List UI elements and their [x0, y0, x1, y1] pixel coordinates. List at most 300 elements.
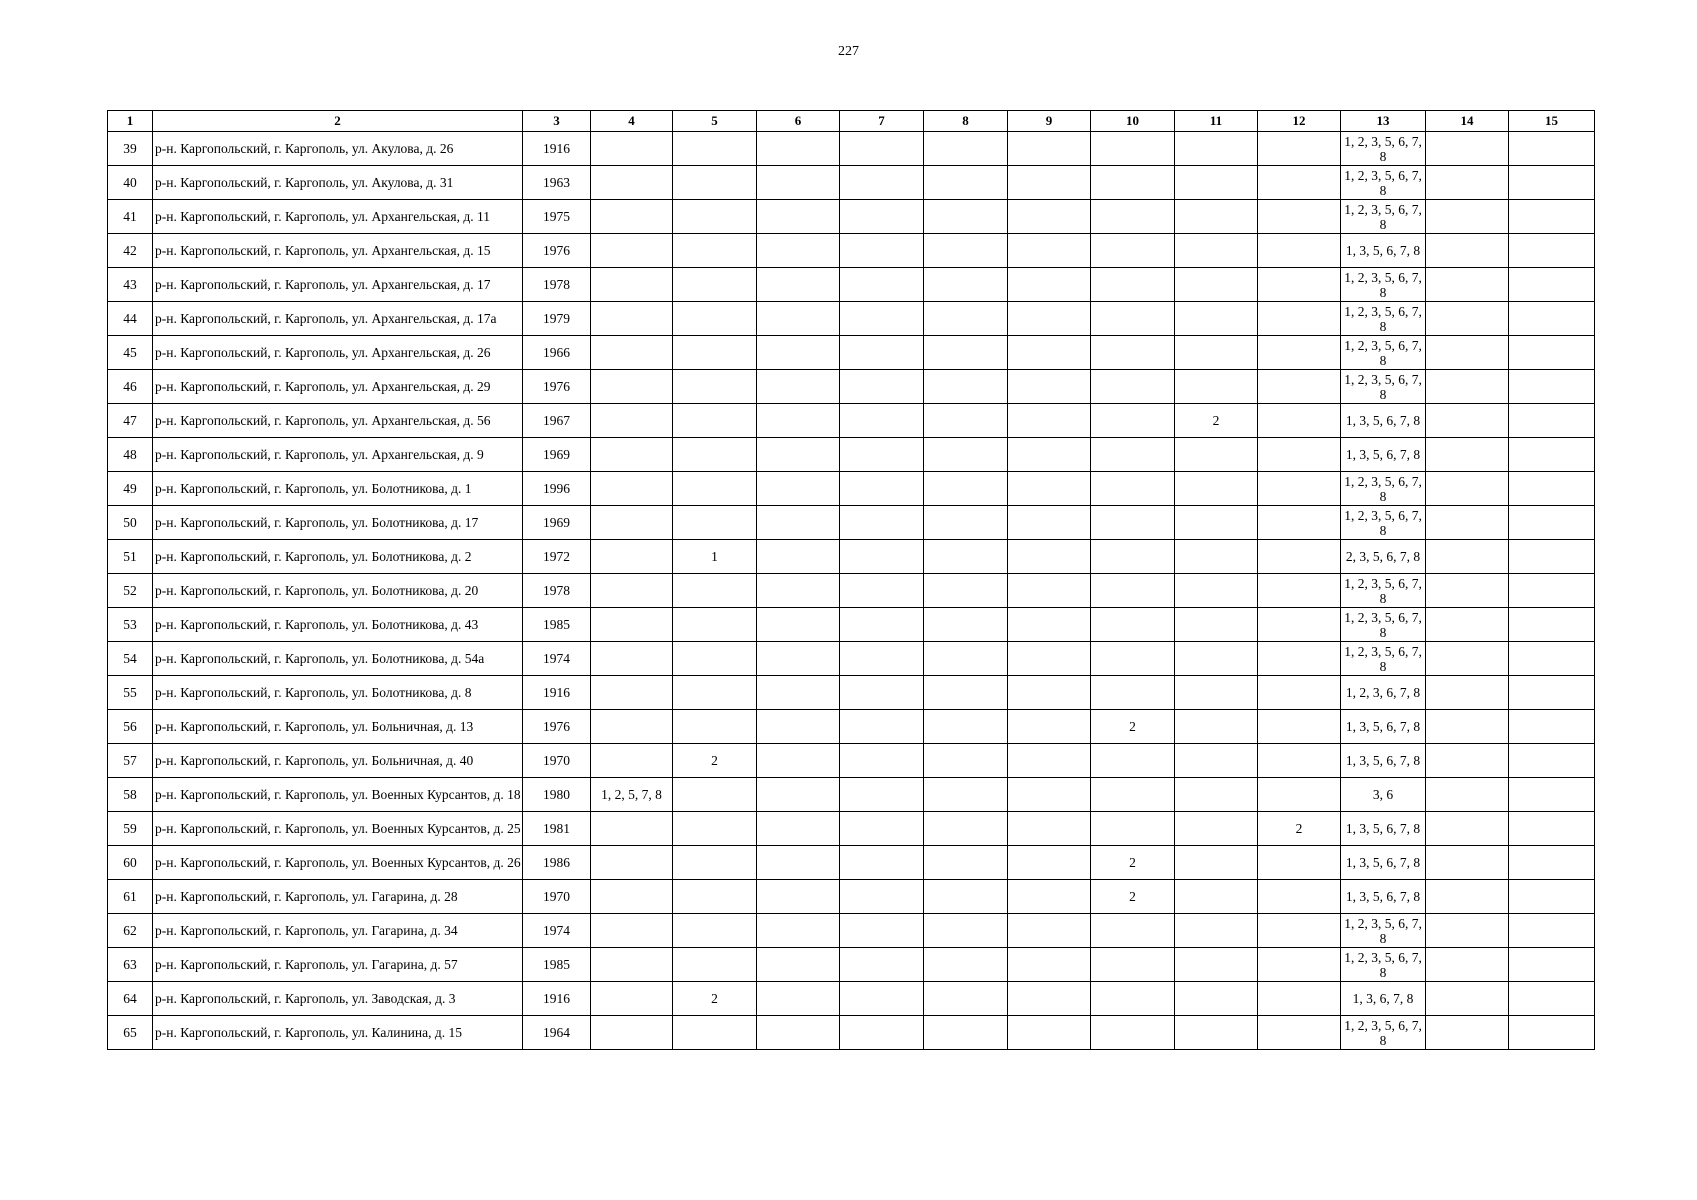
table-cell-col-5	[673, 846, 757, 880]
table-cell-col-1: 43	[108, 268, 153, 302]
table-cell-col-9	[1008, 234, 1091, 268]
table-cell-col-14	[1426, 336, 1509, 370]
table-cell-col-11	[1175, 132, 1258, 166]
table-cell-col-1: 41	[108, 200, 153, 234]
table-cell-col-13: 1, 3, 5, 6, 7, 8	[1341, 234, 1426, 268]
table-cell-col-15	[1509, 914, 1595, 948]
table-cell-col-14	[1426, 778, 1509, 812]
table-cell-col-13: 1, 2, 3, 5, 6, 7, 8	[1341, 914, 1426, 948]
table-cell-col-15	[1509, 812, 1595, 846]
table-cell-col-2: р-н. Каргопольский, г. Каргополь, ул. Гагарина, д. 28	[153, 880, 523, 914]
table-cell-col-13: 1, 2, 3, 5, 6, 7, 8	[1341, 1016, 1426, 1050]
table-cell-col-4	[591, 132, 673, 166]
table-cell-col-15	[1509, 234, 1595, 268]
table-cell-col-2: р-н. Каргопольский, г. Каргополь, ул. Заводская, д. 3	[153, 982, 523, 1016]
table-cell-col-14	[1426, 676, 1509, 710]
table-cell-col-1: 65	[108, 1016, 153, 1050]
table-cell-col-8	[924, 608, 1008, 642]
table-cell-col-1: 39	[108, 132, 153, 166]
table-cell-col-3: 1981	[523, 812, 591, 846]
table-cell-col-8	[924, 200, 1008, 234]
table-cell-col-10: 2	[1091, 846, 1175, 880]
table-cell-col-2: р-н. Каргопольский, г. Каргополь, ул. Архангельская, д. 9	[153, 438, 523, 472]
table-cell-col-13: 1, 3, 5, 6, 7, 8	[1341, 438, 1426, 472]
table-cell-col-9	[1008, 642, 1091, 676]
table-row	[108, 404, 1595, 438]
table-cell-col-7	[840, 744, 924, 778]
table-cell-col-10	[1091, 642, 1175, 676]
table-cell-col-7	[840, 200, 924, 234]
table-cell-col-12	[1258, 438, 1341, 472]
table-cell-col-3: 1976	[523, 234, 591, 268]
table-cell-col-2: р-н. Каргопольский, г. Каргополь, ул. Военных Курсантов, д. 26	[153, 846, 523, 880]
table-cell-col-4	[591, 540, 673, 574]
table-cell-col-11	[1175, 812, 1258, 846]
table-cell-col-15	[1509, 540, 1595, 574]
table-cell-col-2: р-н. Каргопольский, г. Каргополь, ул. Больничная, д. 40	[153, 744, 523, 778]
table-cell-col-4	[591, 880, 673, 914]
table-cell-col-14	[1426, 166, 1509, 200]
table-cell-col-3: 1963	[523, 166, 591, 200]
table-cell-col-8	[924, 370, 1008, 404]
table-cell-col-5	[673, 1016, 757, 1050]
table-cell-col-14	[1426, 404, 1509, 438]
table-cell-col-13: 1, 2, 3, 5, 6, 7, 8	[1341, 336, 1426, 370]
table-cell-col-3: 1964	[523, 1016, 591, 1050]
table-cell-col-14	[1426, 540, 1509, 574]
table-row	[108, 200, 1595, 234]
table-cell-col-4	[591, 744, 673, 778]
table-cell-col-9	[1008, 744, 1091, 778]
table-cell-col-6	[757, 234, 840, 268]
table-cell-col-10	[1091, 778, 1175, 812]
table-cell-col-15	[1509, 506, 1595, 540]
table-cell-col-10	[1091, 676, 1175, 710]
table-cell-col-9	[1008, 370, 1091, 404]
table-cell-col-2: р-н. Каргопольский, г. Каргополь, ул. Архангельская, д. 17а	[153, 302, 523, 336]
table-cell-col-10	[1091, 132, 1175, 166]
table-cell-col-13: 1, 2, 3, 5, 6, 7, 8	[1341, 506, 1426, 540]
table-cell-col-5	[673, 880, 757, 914]
table-cell-col-14	[1426, 710, 1509, 744]
table-cell-col-8	[924, 506, 1008, 540]
table-cell-col-10	[1091, 812, 1175, 846]
table-cell-col-14	[1426, 880, 1509, 914]
table-cell-col-12	[1258, 200, 1341, 234]
table-cell-col-4	[591, 200, 673, 234]
table-cell-col-11	[1175, 370, 1258, 404]
table-cell-col-4	[591, 574, 673, 608]
table-row	[108, 336, 1595, 370]
table-cell-col-6	[757, 778, 840, 812]
table-cell-col-12	[1258, 404, 1341, 438]
table-cell-col-15	[1509, 336, 1595, 370]
table-cell-col-3: 1978	[523, 268, 591, 302]
table-cell-col-11	[1175, 302, 1258, 336]
table-row	[108, 642, 1595, 676]
table-cell-col-3: 1970	[523, 880, 591, 914]
table-cell-col-11	[1175, 506, 1258, 540]
table-cell-col-8	[924, 676, 1008, 710]
table-cell-col-10	[1091, 914, 1175, 948]
table-cell-col-3: 1966	[523, 336, 591, 370]
table-cell-col-4	[591, 608, 673, 642]
table-cell-col-6	[757, 540, 840, 574]
table-cell-col-13: 1, 3, 5, 6, 7, 8	[1341, 710, 1426, 744]
table-row	[108, 710, 1595, 744]
table-cell-col-9	[1008, 914, 1091, 948]
table-cell-col-11	[1175, 710, 1258, 744]
table-cell-col-6	[757, 132, 840, 166]
table-cell-col-4	[591, 472, 673, 506]
table-cell-col-7	[840, 982, 924, 1016]
table-cell-col-3: 1967	[523, 404, 591, 438]
table-cell-col-15	[1509, 200, 1595, 234]
table-cell-col-5	[673, 676, 757, 710]
table-cell-col-5	[673, 370, 757, 404]
table-cell-col-8	[924, 166, 1008, 200]
table-cell-col-2: р-н. Каргопольский, г. Каргополь, ул. Архангельская, д. 56	[153, 404, 523, 438]
table-cell-col-11	[1175, 472, 1258, 506]
table-cell-col-15	[1509, 778, 1595, 812]
table-cell-col-10	[1091, 506, 1175, 540]
table-cell-col-5: 2	[673, 744, 757, 778]
table-cell-col-9	[1008, 676, 1091, 710]
table-cell-col-13: 1, 2, 3, 5, 6, 7, 8	[1341, 642, 1426, 676]
column-header-7: 7	[840, 111, 924, 132]
table-cell-col-10: 2	[1091, 880, 1175, 914]
table-cell-col-7	[840, 812, 924, 846]
page-number: 227	[838, 44, 859, 59]
table-cell-col-12	[1258, 880, 1341, 914]
table-cell-col-15	[1509, 948, 1595, 982]
table-row	[108, 268, 1595, 302]
table-row	[108, 778, 1595, 812]
table-cell-col-5	[673, 812, 757, 846]
table-cell-col-10	[1091, 370, 1175, 404]
table-cell-col-8	[924, 846, 1008, 880]
table-cell-col-14	[1426, 744, 1509, 778]
table-cell-col-13: 2, 3, 5, 6, 7, 8	[1341, 540, 1426, 574]
table-row	[108, 846, 1595, 880]
table-cell-col-12	[1258, 234, 1341, 268]
table-cell-col-6	[757, 846, 840, 880]
table-cell-col-2: р-н. Каргопольский, г. Каргополь, ул. Болотникова, д. 2	[153, 540, 523, 574]
table-cell-col-15	[1509, 642, 1595, 676]
table-cell-col-15	[1509, 370, 1595, 404]
table-cell-col-9	[1008, 948, 1091, 982]
table-row	[108, 438, 1595, 472]
table-cell-col-5	[673, 438, 757, 472]
column-header-6: 6	[757, 111, 840, 132]
table-cell-col-7	[840, 676, 924, 710]
table-cell-col-5	[673, 914, 757, 948]
table-cell-col-15	[1509, 438, 1595, 472]
table-cell-col-2: р-н. Каргопольский, г. Каргополь, ул. Архангельская, д. 17	[153, 268, 523, 302]
table-cell-col-4	[591, 710, 673, 744]
table-cell-col-12	[1258, 744, 1341, 778]
table-cell-col-12	[1258, 948, 1341, 982]
table-cell-col-14	[1426, 268, 1509, 302]
table-cell-col-9	[1008, 404, 1091, 438]
table-cell-col-6	[757, 710, 840, 744]
table-cell-col-12	[1258, 336, 1341, 370]
table-cell-col-4	[591, 234, 673, 268]
table-cell-col-2: р-н. Каргопольский, г. Каргополь, ул. Болотникова, д. 1	[153, 472, 523, 506]
table-cell-col-5	[673, 710, 757, 744]
table-cell-col-13: 1, 2, 3, 5, 6, 7, 8	[1341, 302, 1426, 336]
table-cell-col-11	[1175, 880, 1258, 914]
table-cell-col-7	[840, 302, 924, 336]
table-cell-col-1: 59	[108, 812, 153, 846]
table-cell-col-11	[1175, 676, 1258, 710]
table-cell-col-15	[1509, 608, 1595, 642]
table-row	[108, 812, 1595, 846]
table-cell-col-15	[1509, 574, 1595, 608]
table-cell-col-13: 1, 3, 5, 6, 7, 8	[1341, 880, 1426, 914]
table-cell-col-14	[1426, 1016, 1509, 1050]
table-cell-col-14	[1426, 438, 1509, 472]
table-cell-col-7	[840, 642, 924, 676]
table-row	[108, 302, 1595, 336]
table-cell-col-7	[840, 472, 924, 506]
housing-registry-table	[107, 110, 1595, 1050]
table-cell-col-10	[1091, 404, 1175, 438]
table-cell-col-13: 1, 2, 3, 5, 6, 7, 8	[1341, 200, 1426, 234]
table-cell-col-15	[1509, 846, 1595, 880]
table-cell-col-7	[840, 404, 924, 438]
table-row	[108, 1016, 1595, 1050]
table-cell-col-6	[757, 812, 840, 846]
table-cell-col-8	[924, 336, 1008, 370]
table-cell-col-4	[591, 506, 673, 540]
column-header-14: 14	[1426, 111, 1509, 132]
table-cell-col-1: 58	[108, 778, 153, 812]
table-cell-col-5	[673, 574, 757, 608]
table-cell-col-4	[591, 812, 673, 846]
table-cell-col-12: 2	[1258, 812, 1341, 846]
table-cell-col-1: 44	[108, 302, 153, 336]
table-cell-col-15	[1509, 302, 1595, 336]
table-cell-col-5	[673, 166, 757, 200]
table-cell-col-3: 1970	[523, 744, 591, 778]
table-cell-col-4	[591, 676, 673, 710]
table-cell-col-5: 1	[673, 540, 757, 574]
table-cell-col-14	[1426, 506, 1509, 540]
table-cell-col-9	[1008, 438, 1091, 472]
table-cell-col-1: 60	[108, 846, 153, 880]
table-cell-col-3: 1916	[523, 982, 591, 1016]
table-cell-col-2: р-н. Каргопольский, г. Каргополь, ул. Болотникова, д. 20	[153, 574, 523, 608]
table-cell-col-13: 1, 2, 3, 6, 7, 8	[1341, 676, 1426, 710]
table-cell-col-4	[591, 642, 673, 676]
table-cell-col-8	[924, 438, 1008, 472]
table-cell-col-7	[840, 880, 924, 914]
table-cell-col-2: р-н. Каргопольский, г. Каргополь, ул. Болотникова, д. 17	[153, 506, 523, 540]
table-cell-col-14	[1426, 948, 1509, 982]
table-cell-col-6	[757, 608, 840, 642]
table-cell-col-12	[1258, 132, 1341, 166]
column-header-8: 8	[924, 111, 1008, 132]
table-cell-col-1: 53	[108, 608, 153, 642]
table-cell-col-11	[1175, 608, 1258, 642]
table-cell-col-7	[840, 948, 924, 982]
table-cell-col-12	[1258, 472, 1341, 506]
table-row	[108, 132, 1595, 166]
table-cell-col-4	[591, 336, 673, 370]
table-cell-col-7	[840, 1016, 924, 1050]
table-cell-col-10	[1091, 982, 1175, 1016]
table-cell-col-2: р-н. Каргопольский, г. Каргополь, ул. Архангельская, д. 26	[153, 336, 523, 370]
table-cell-col-9	[1008, 812, 1091, 846]
table-cell-col-12	[1258, 540, 1341, 574]
table-cell-col-2: р-н. Каргопольский, г. Каргополь, ул. Гагарина, д. 34	[153, 914, 523, 948]
table-cell-col-12	[1258, 846, 1341, 880]
table-cell-col-1: 57	[108, 744, 153, 778]
table-cell-col-8	[924, 132, 1008, 166]
table-cell-col-10	[1091, 336, 1175, 370]
table-cell-col-7	[840, 268, 924, 302]
table-cell-col-8	[924, 778, 1008, 812]
table-cell-col-14	[1426, 812, 1509, 846]
table-cell-col-5	[673, 268, 757, 302]
table-cell-col-1: 54	[108, 642, 153, 676]
table-row	[108, 744, 1595, 778]
table-cell-col-6	[757, 574, 840, 608]
table-cell-col-4: 1, 2, 5, 7, 8	[591, 778, 673, 812]
table-cell-col-13: 1, 3, 6, 7, 8	[1341, 982, 1426, 1016]
table-row	[108, 540, 1595, 574]
table-cell-col-7	[840, 234, 924, 268]
table-row	[108, 166, 1595, 200]
table-cell-col-5	[673, 336, 757, 370]
table-cell-col-8	[924, 574, 1008, 608]
table-cell-col-7	[840, 914, 924, 948]
table-cell-col-6	[757, 302, 840, 336]
table-cell-col-10	[1091, 234, 1175, 268]
table-cell-col-13: 1, 2, 3, 5, 6, 7, 8	[1341, 574, 1426, 608]
table-cell-col-8	[924, 880, 1008, 914]
table-cell-col-7	[840, 608, 924, 642]
table-cell-col-1: 56	[108, 710, 153, 744]
table-row	[108, 880, 1595, 914]
table-cell-col-2: р-н. Каргопольский, г. Каргополь, ул. Акулова, д. 31	[153, 166, 523, 200]
table-cell-col-14	[1426, 914, 1509, 948]
table-cell-col-6	[757, 676, 840, 710]
table-cell-col-8	[924, 472, 1008, 506]
table-cell-col-5	[673, 472, 757, 506]
table-cell-col-8	[924, 982, 1008, 1016]
column-header-4: 4	[591, 111, 673, 132]
table-cell-col-7	[840, 370, 924, 404]
table-row	[108, 914, 1595, 948]
table-cell-col-6	[757, 336, 840, 370]
table-cell-col-9	[1008, 982, 1091, 1016]
table-cell-col-12	[1258, 166, 1341, 200]
table-cell-col-13: 3, 6	[1341, 778, 1426, 812]
table-cell-col-1: 63	[108, 948, 153, 982]
table-cell-col-6	[757, 506, 840, 540]
table-cell-col-5	[673, 404, 757, 438]
table-cell-col-2: р-н. Каргопольский, г. Каргополь, ул. Архангельская, д. 29	[153, 370, 523, 404]
table-cell-col-4	[591, 268, 673, 302]
table-cell-col-5	[673, 778, 757, 812]
table-cell-col-15	[1509, 710, 1595, 744]
table-cell-col-2: р-н. Каргопольский, г. Каргополь, ул. Архангельская, д. 11	[153, 200, 523, 234]
table-cell-col-11	[1175, 1016, 1258, 1050]
table-cell-col-3: 1986	[523, 846, 591, 880]
column-header-1: 1	[108, 111, 153, 132]
table-cell-col-12	[1258, 1016, 1341, 1050]
table-cell-col-10	[1091, 472, 1175, 506]
table-cell-col-2: р-н. Каргопольский, г. Каргополь, ул. Болотникова, д. 8	[153, 676, 523, 710]
table-cell-col-12	[1258, 914, 1341, 948]
table-cell-col-13: 1, 2, 3, 5, 6, 7, 8	[1341, 166, 1426, 200]
table-cell-col-12	[1258, 710, 1341, 744]
table-cell-col-3: 1975	[523, 200, 591, 234]
table-cell-col-10	[1091, 744, 1175, 778]
table-cell-col-6	[757, 744, 840, 778]
table-cell-col-5	[673, 506, 757, 540]
table-cell-col-6	[757, 438, 840, 472]
table-cell-col-11	[1175, 574, 1258, 608]
table-cell-col-8	[924, 540, 1008, 574]
table-cell-col-3: 1972	[523, 540, 591, 574]
table-cell-col-9	[1008, 1016, 1091, 1050]
table-cell-col-2: р-н. Каргопольский, г. Каргополь, ул. Военных Курсантов, д. 25	[153, 812, 523, 846]
table-cell-col-5	[673, 642, 757, 676]
table-cell-col-1: 55	[108, 676, 153, 710]
table-row	[108, 608, 1595, 642]
table-header-row	[108, 111, 1595, 132]
column-header-10: 10	[1091, 111, 1175, 132]
table-row	[108, 676, 1595, 710]
table-cell-col-1: 40	[108, 166, 153, 200]
table-cell-col-3: 1976	[523, 710, 591, 744]
table-cell-col-6	[757, 642, 840, 676]
table-cell-col-14	[1426, 132, 1509, 166]
table-cell-col-7	[840, 506, 924, 540]
table-cell-col-6	[757, 370, 840, 404]
table-cell-col-15	[1509, 1016, 1595, 1050]
table-cell-col-10	[1091, 200, 1175, 234]
table-cell-col-1: 50	[108, 506, 153, 540]
table-cell-col-7	[840, 438, 924, 472]
table-cell-col-12	[1258, 642, 1341, 676]
table-cell-col-13: 1, 3, 5, 6, 7, 8	[1341, 812, 1426, 846]
table-cell-col-11	[1175, 540, 1258, 574]
table-cell-col-4	[591, 1016, 673, 1050]
table-cell-col-11	[1175, 642, 1258, 676]
table-cell-col-11	[1175, 438, 1258, 472]
table-cell-col-15	[1509, 268, 1595, 302]
table-cell-col-9	[1008, 540, 1091, 574]
table-cell-col-1: 47	[108, 404, 153, 438]
table-row	[108, 982, 1595, 1016]
table-cell-col-6	[757, 982, 840, 1016]
table-cell-col-13: 1, 2, 3, 5, 6, 7, 8	[1341, 948, 1426, 982]
table-cell-col-15	[1509, 744, 1595, 778]
table-cell-col-1: 51	[108, 540, 153, 574]
table-cell-col-12	[1258, 608, 1341, 642]
table-body	[108, 132, 1595, 1050]
table-cell-col-9	[1008, 846, 1091, 880]
table-cell-col-8	[924, 948, 1008, 982]
table-cell-col-1: 48	[108, 438, 153, 472]
table-cell-col-12	[1258, 982, 1341, 1016]
table-cell-col-4	[591, 438, 673, 472]
table-cell-col-3: 1969	[523, 438, 591, 472]
